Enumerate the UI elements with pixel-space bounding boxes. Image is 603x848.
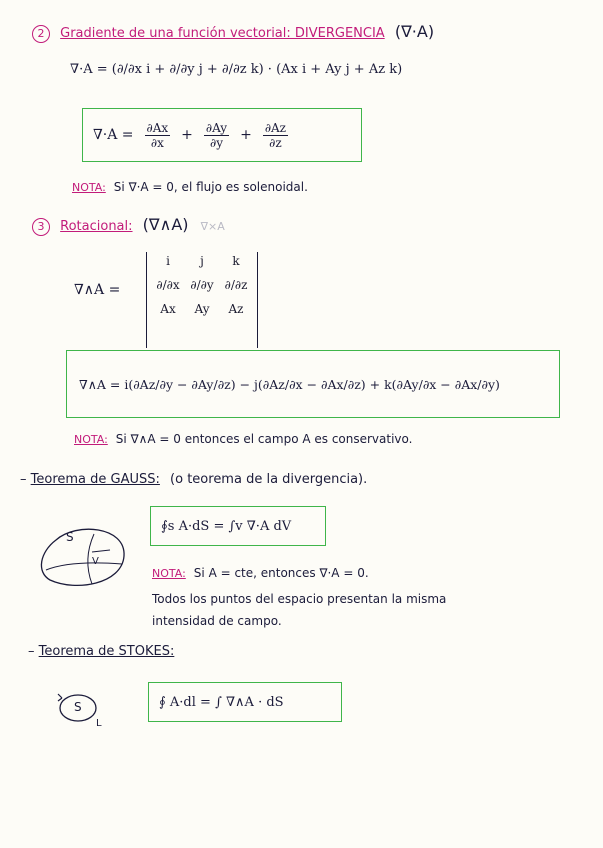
stokes-formula: ∮ A·dl = ∫ ∇∧A · dS bbox=[159, 694, 284, 710]
divergence-symbol: (∇·A) bbox=[394, 22, 435, 41]
gauss-v-label: V bbox=[92, 556, 99, 567]
divergence-note: NOTA: Si ∇·A = 0, el flujo es solenoidal. bbox=[72, 180, 308, 194]
gauss-surface-figure bbox=[36, 522, 132, 594]
curl-determinant: i j k ∂/∂x ∂/∂y ∂/∂z Ax Ay Az bbox=[146, 252, 258, 348]
fraction: $\frac{\partial Ax}{\partial x}$ bbox=[146, 120, 169, 150]
stokes-l-label: L bbox=[96, 718, 102, 729]
gauss-note-line2: Todos los puntos del espacio presentan la misma bbox=[152, 592, 447, 606]
fraction: $\frac{\partial Ay}{\partial y}$ bbox=[205, 120, 228, 150]
curl-faint-note: ∇×A bbox=[200, 220, 225, 233]
stokes-heading: – Teorema de STOKES: bbox=[28, 644, 175, 659]
section-number: 3 bbox=[32, 218, 50, 236]
gauss-subtitle: (o teorema de la divergencia). bbox=[170, 472, 368, 487]
gauss-note: NOTA: Si A = cte, entonces ∇·A = 0. bbox=[152, 566, 369, 580]
stokes-formula-box bbox=[148, 682, 342, 722]
stokes-s-label: S bbox=[74, 700, 82, 714]
gauss-title: Teorema de GAUSS: bbox=[30, 472, 160, 487]
fraction: $\frac{\partial Az}{\partial z}$ bbox=[264, 120, 287, 150]
stokes-title: Teorema de STOKES: bbox=[38, 644, 175, 659]
curl-lhs: ∇∧A = bbox=[74, 282, 121, 298]
section-number: 2 bbox=[32, 25, 50, 43]
curl-title: Rotacional: bbox=[60, 219, 133, 234]
curl-result: ∇∧A = i(∂Az/∂y − ∂Ay/∂z) − j(∂Az/∂x − ∂Ax/∂z) + k(∂Ay/∂x − ∂Ax/∂y) bbox=[79, 376, 500, 392]
curl-symbol: (∇∧A) bbox=[142, 215, 189, 234]
gauss-note-line3: intensidad de campo. bbox=[152, 614, 282, 628]
gauss-heading: – Teorema de GAUSS: (o teorema de la divergencia). bbox=[20, 472, 368, 487]
divergence-heading bbox=[32, 22, 434, 43]
gauss-formula: ∮s A·dS = ∫v ∇·A dV bbox=[161, 518, 292, 534]
curl-note: NOTA: Si ∇∧A = 0 entonces el campo A es conservativo. bbox=[74, 432, 413, 446]
divergence-expansion: ∇·A = (∂/∂x i + ∂/∂y j + ∂/∂z k) · (Ax i + Ay j + Az k) bbox=[70, 62, 403, 77]
gauss-formula-box bbox=[150, 506, 326, 546]
divergence-result-box: ∇·A = $\frac{\partial Ax}{\partial x}$ + $\frac{\partial Ay}{\partial y}$ + $\frac{\partial Az}{\partial z}$ bbox=[82, 108, 362, 162]
curl-heading bbox=[32, 215, 225, 236]
gauss-s-label: S bbox=[66, 530, 74, 544]
curl-result-box bbox=[66, 350, 560, 418]
divergence-title: Gradiente de una función vectorial: DIVERGENCIA bbox=[60, 26, 385, 41]
divergence-lhs: ∇·A = bbox=[93, 127, 134, 143]
